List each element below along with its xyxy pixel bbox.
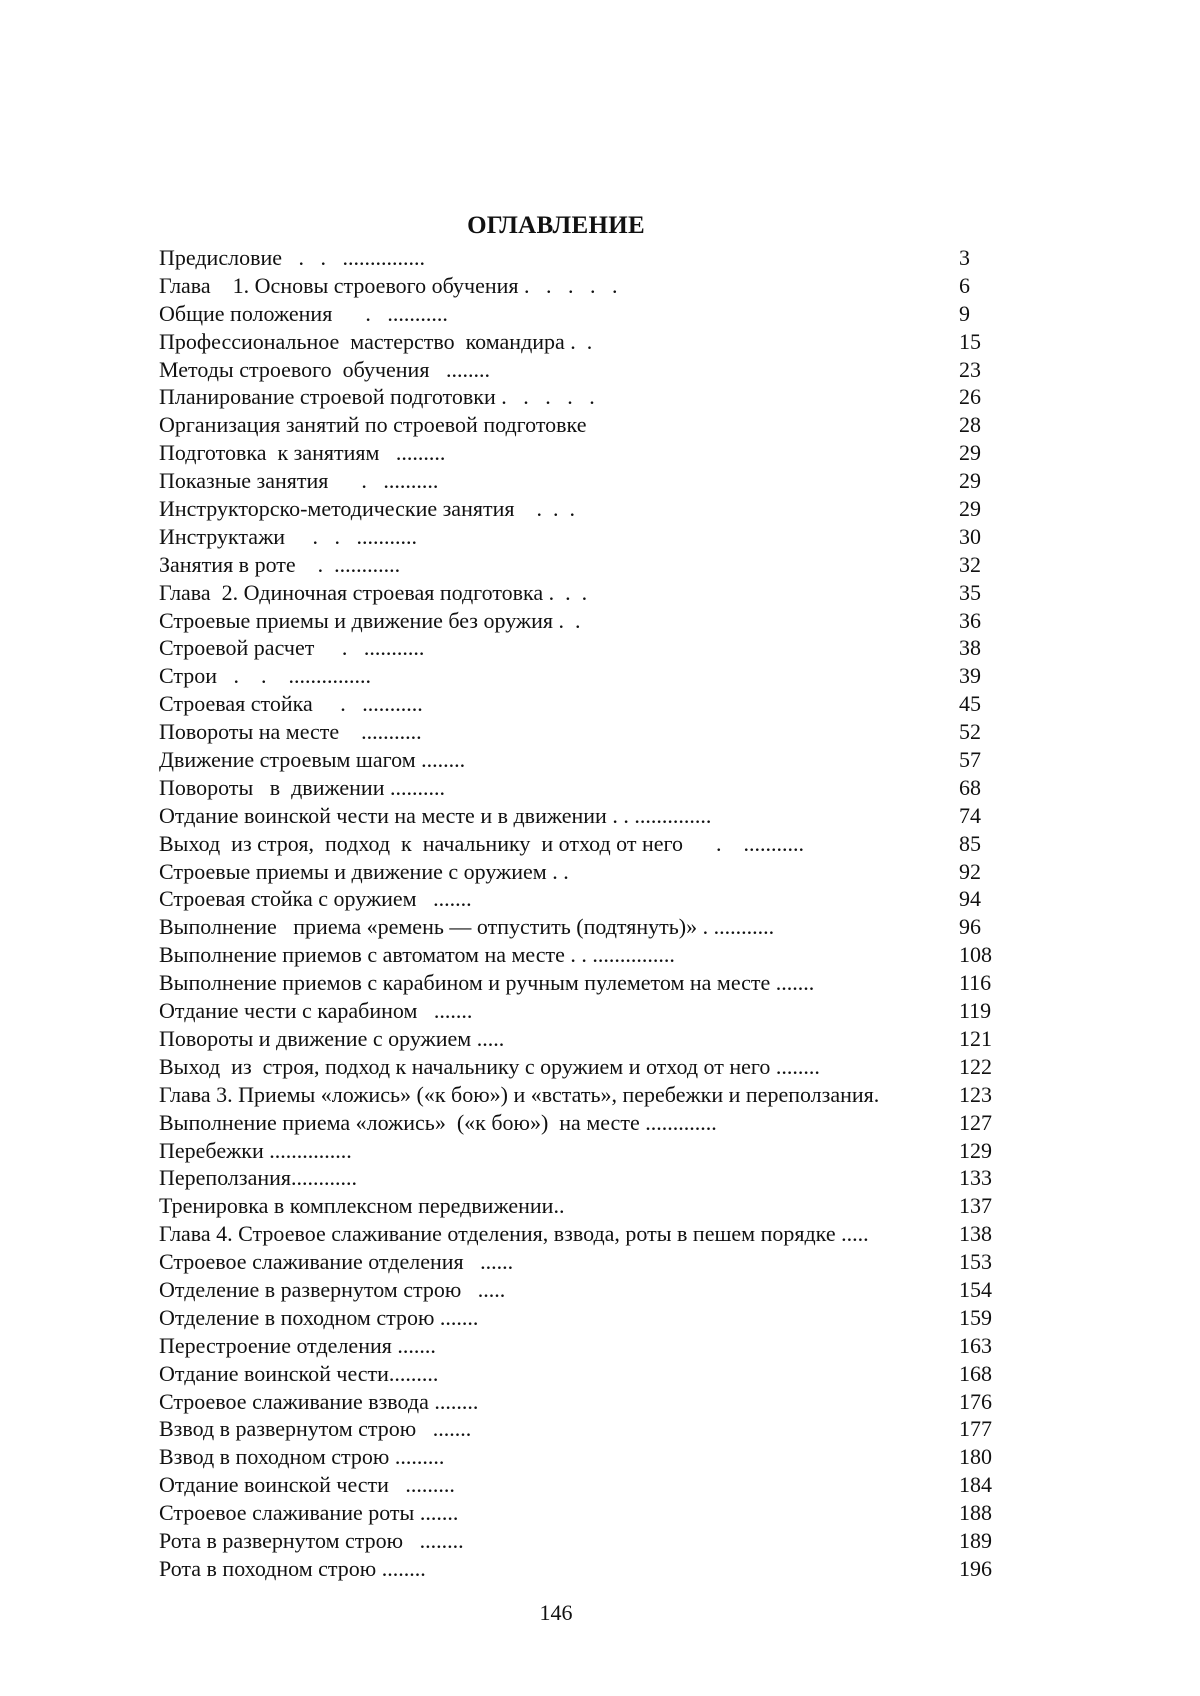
toc-entry-page-number: 159 <box>959 1304 992 1330</box>
toc-entry-page-number: 68 <box>959 774 981 800</box>
toc-entry <box>159 1053 999 1081</box>
toc-entry <box>159 913 999 941</box>
toc-entry-title: Выполнение приемов с автоматом на месте . . ............... <box>159 942 675 968</box>
toc-entry <box>159 858 999 886</box>
toc-list <box>159 244 999 1583</box>
toc-entry-title: Отдание чести с карабином ....... <box>159 998 473 1024</box>
toc-entry-page-number: 74 <box>959 802 981 828</box>
toc-entry <box>159 356 999 384</box>
toc-entry-page-number: 180 <box>959 1444 992 1470</box>
toc-entry <box>159 1388 999 1416</box>
toc-entry-page-number: 133 <box>959 1165 992 1191</box>
toc-entry-title: Движение строевым шагом ........ <box>159 747 466 773</box>
toc-entry-page-number: 52 <box>959 719 981 745</box>
toc-entry <box>159 523 999 551</box>
toc-entry-page-number: 29 <box>959 468 981 494</box>
toc-entry <box>159 746 999 774</box>
toc-entry-page-number: 121 <box>959 1025 992 1051</box>
toc-entry <box>159 1471 999 1499</box>
toc-entry-page-number: 45 <box>959 691 981 717</box>
toc-entry-title: Выход из строя, подход к начальнику и отход от него . ........... <box>159 830 805 856</box>
page-number: 146 <box>539 1600 573 1625</box>
toc-entry-page-number: 26 <box>959 384 981 410</box>
toc-entry-page-number: 39 <box>959 663 981 689</box>
toc-entry-page-number: 30 <box>959 523 981 549</box>
toc-entry-title: Показные занятия . .......... <box>159 468 439 494</box>
toc-entry-title: Рота в походном строю ........ <box>159 1555 426 1581</box>
toc-entry-page-number: 57 <box>959 747 981 773</box>
toc-entry-title: Выполнение приема «ремень — отпустить (подтянуть)» . ........... <box>159 914 775 940</box>
toc-entry-title: Строевые приемы и движение без оружия . . <box>159 607 581 633</box>
toc-entry-page-number: 176 <box>959 1388 992 1414</box>
toc-entry-page-number: 189 <box>959 1527 992 1553</box>
toc-entry-title: Профессиональное мастерство командира . . <box>159 328 593 354</box>
toc-entry-page-number: 188 <box>959 1500 992 1526</box>
toc-entry-title: Отделение в походном строю ....... <box>159 1304 479 1330</box>
toc-entry <box>159 1220 999 1248</box>
toc-entry-title: Строевые приемы и движение с оружием . . <box>159 858 569 884</box>
toc-entry-page-number: 32 <box>959 551 981 577</box>
toc-entry <box>159 1109 999 1137</box>
toc-entry-page-number: 92 <box>959 858 981 884</box>
toc-entry-title: Выполнение приемов с карабином и ручным пулеметом на месте ....... <box>159 970 815 996</box>
toc-entry-title: Предисловие . . ............... <box>159 245 425 270</box>
toc-entry-page-number: 28 <box>959 412 981 438</box>
toc-entry <box>159 1304 999 1332</box>
toc-entry <box>159 802 999 830</box>
toc-entry-page-number: 127 <box>959 1109 992 1135</box>
toc-entry <box>159 774 999 802</box>
toc-entry-page-number: 122 <box>959 1053 992 1079</box>
toc-entry-title: Взвод в походном строю ......... <box>159 1444 445 1470</box>
toc-entry-title: Рота в развернутом строю ........ <box>159 1527 464 1553</box>
toc-entry <box>159 383 999 411</box>
toc-entry-page-number: 116 <box>959 970 992 996</box>
toc-entry-title: Строевое слаживание взвода ........ <box>159 1388 479 1414</box>
toc-entry-title: Инструкторско-методические занятия . . . <box>159 496 575 522</box>
toc-title: ОГЛАВЛЕНИЕ <box>467 212 645 239</box>
toc-entry <box>159 830 999 858</box>
toc-entry <box>159 718 999 746</box>
toc-entry <box>159 1555 999 1583</box>
toc-entry-title: Строевой расчет . ........... <box>159 635 425 661</box>
toc-entry-title: Организация занятий по строевой подготовке <box>159 412 587 438</box>
toc-entry <box>159 1276 999 1304</box>
toc-entry-page-number: 29 <box>959 440 981 466</box>
toc-entry-title: Строевое слаживание роты ....... <box>159 1500 459 1526</box>
toc-entry-title: Перебежки ............... <box>159 1137 352 1163</box>
toc-entry <box>159 885 999 913</box>
toc-entry <box>159 1025 999 1053</box>
toc-entry-title: Выполнение приема «ложись» («к бою») на месте ............. <box>159 1109 717 1135</box>
toc-entry-title: Повороты в движении .......... <box>159 774 445 800</box>
toc-entry-page-number: 96 <box>959 914 981 940</box>
toc-entry <box>159 1137 999 1165</box>
toc-entry-page-number: 154 <box>959 1276 992 1302</box>
toc-entry <box>159 1081 999 1109</box>
toc-entry-page-number: 94 <box>959 886 981 912</box>
toc-entry-title: Строевая стойка . ........... <box>159 691 423 717</box>
toc-entry <box>159 1332 999 1360</box>
toc-entry-page-number: 36 <box>959 607 981 633</box>
toc-entry <box>159 634 999 662</box>
toc-entry <box>159 607 999 635</box>
toc-entry-page-number: 163 <box>959 1332 992 1358</box>
toc-entry-page-number: 23 <box>959 356 981 382</box>
toc-entry-title: Планирование строевой подготовки . . . . . <box>159 384 595 410</box>
toc-entry <box>159 300 999 328</box>
toc-entry <box>159 328 999 356</box>
toc-entry-title: Отдание воинской чести ......... <box>159 1472 455 1498</box>
toc-entry <box>159 1164 999 1192</box>
toc-entry-title: Отдание воинской чести на месте и в движении . . .............. <box>159 802 712 828</box>
toc-entry-page-number: 137 <box>959 1193 992 1219</box>
toc-entry-title: Переползания............ <box>159 1165 357 1191</box>
toc-entry-title: Подготовка к занятиям ......... <box>159 440 446 466</box>
toc-entry <box>159 941 999 969</box>
toc-entry-title: Глава 2. Одиночная строевая подготовка . . . <box>159 579 588 605</box>
toc-entry-title: Глава 3. Приемы «ложись» («к бою») и «встать», перебежки и переползания. <box>159 1081 880 1107</box>
toc-entry-page-number: 184 <box>959 1472 992 1498</box>
toc-entry <box>159 662 999 690</box>
toc-entry <box>159 1443 999 1471</box>
toc-entry-page-number: 153 <box>959 1249 992 1275</box>
toc-entry-title: Повороты на месте ........... <box>159 719 422 745</box>
toc-entry-page-number: 196 <box>959 1555 992 1581</box>
toc-entry <box>159 411 999 439</box>
toc-entry-page-number: 6 <box>959 272 970 298</box>
toc-entry-page-number: 15 <box>959 328 981 354</box>
toc-entry <box>159 1360 999 1388</box>
toc-entry-title: Строевое слаживание отделения ...... <box>159 1249 514 1275</box>
toc-entry <box>159 1499 999 1527</box>
toc-entry-page-number: 35 <box>959 579 981 605</box>
toc-entry-title: Методы строевого обучения ........ <box>159 356 490 382</box>
toc-entry-title: Перестроение отделения ....... <box>159 1332 436 1358</box>
toc-entry <box>159 467 999 495</box>
toc-entry-page-number: 177 <box>959 1416 992 1442</box>
toc-entry-page-number: 138 <box>959 1221 992 1247</box>
toc-entry-title: Взвод в развернутом строю ....... <box>159 1416 472 1442</box>
toc-entry <box>159 495 999 523</box>
toc-entry <box>159 244 999 272</box>
toc-entry-title: Строи . . ............... <box>159 663 372 689</box>
toc-entry-title: Повороты и движение с оружием ..... <box>159 1025 505 1051</box>
toc-entry <box>159 997 999 1025</box>
toc-entry <box>159 551 999 579</box>
toc-entry-title: Выход из строя, подход к начальнику с оружием и отход от него ........ <box>159 1053 820 1079</box>
toc-entry <box>159 579 999 607</box>
toc-entry <box>159 1248 999 1276</box>
toc-entry-title: Строевая стойка с оружием ....... <box>159 886 472 912</box>
toc-entry-title: Глава 4. Строевое слаживание отделения, взвода, роты в пешем порядке ..... <box>159 1221 869 1247</box>
toc-entry-page-number: 29 <box>959 496 981 522</box>
toc-entry <box>159 690 999 718</box>
toc-entry-title: Инструктажи . . ........... <box>159 523 418 549</box>
toc-entry-page-number: 119 <box>959 998 992 1024</box>
toc-entry-page-number: 9 <box>959 300 970 326</box>
toc-entry-page-number: 108 <box>959 942 992 968</box>
toc-entry <box>159 1527 999 1555</box>
toc-entry <box>159 969 999 997</box>
toc-entry <box>159 1415 999 1443</box>
toc-entry-page-number: 3 <box>959 245 970 270</box>
toc-entry-title: Общие положения . ........... <box>159 300 448 326</box>
toc-entry-title: Глава 1. Основы строевого обучения . . . . . <box>159 272 618 298</box>
toc-entry-title: Тренировка в комплексном передвижении.. <box>159 1193 565 1219</box>
toc-entry-page-number: 129 <box>959 1137 992 1163</box>
toc-entry-page-number: 38 <box>959 635 981 661</box>
toc-entry <box>159 439 999 467</box>
toc-entry <box>159 1192 999 1220</box>
toc-entry-title: Отделение в развернутом строю ..... <box>159 1276 506 1302</box>
toc-entry-page-number: 168 <box>959 1360 992 1386</box>
toc-entry-page-number: 123 <box>959 1081 992 1107</box>
toc-entry-title: Отдание воинской чести......... <box>159 1360 439 1386</box>
toc-entry-title: Занятия в роте . ............ <box>159 551 401 577</box>
toc-entry-page-number: 85 <box>959 830 981 856</box>
toc-entry <box>159 272 999 300</box>
